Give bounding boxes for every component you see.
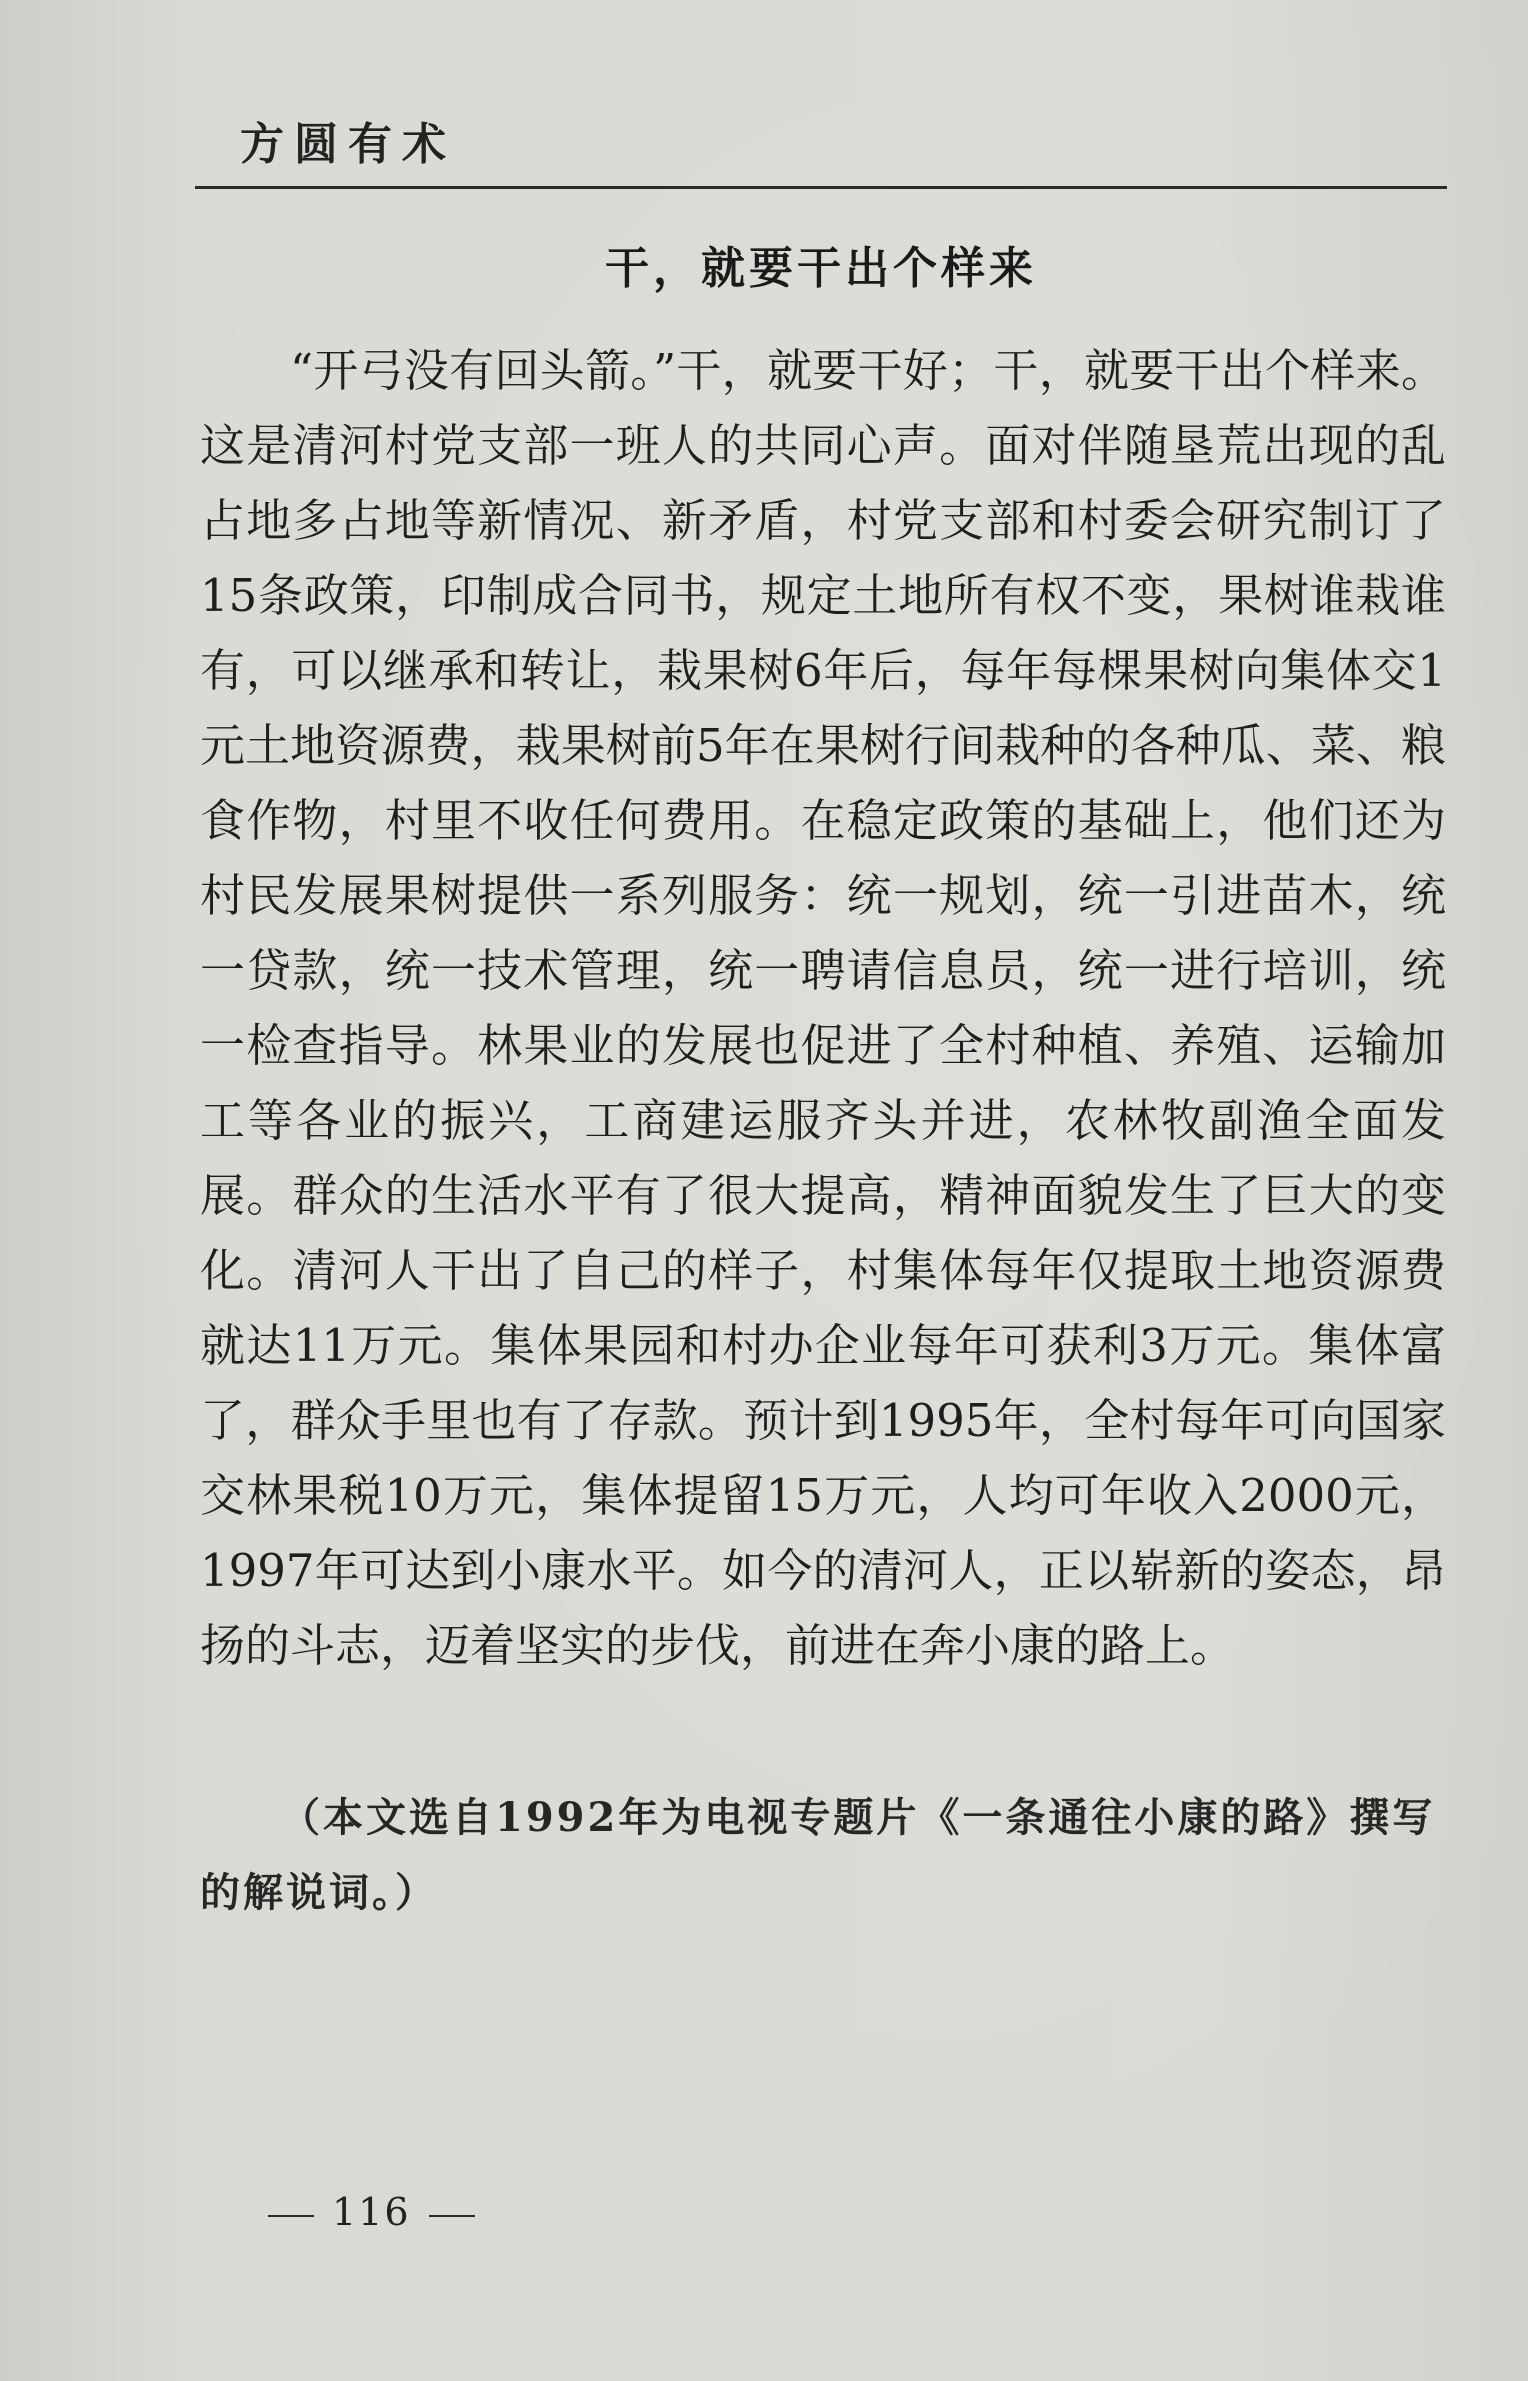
- header-rule: [195, 186, 1447, 189]
- page-number-value: 116: [332, 2190, 411, 2234]
- source-note: （本文选自1992年为电视专题片《一条通往小康的路》撰写的解说词。）: [200, 1794, 1436, 1916]
- article-body: “开弓没有回头箭。”干，就要干好；干，就要干出个样来。这是清河村党支部一班人的共同心声。面对伴随垦荒出现的乱占地多占地等新情况、新矛盾，村党支部和村委会研究制订了15条政策，印制成合同书，规定土地所有权不变，果树谁栽谁有，可以继承和转让，栽果树6年后，每年每棵果树向集体交1元土地资源费，栽果树前5年在果树行间栽种的各种瓜、菜、粮食作物，村里不收任何费用。在稳定政策的基础上，他们还为村民发展果树提供一系列服务：统一规划，统一引进苗木，统一贷款，统一技术管理，统一聘请信息员，统一进行培训，统一检查指导。林果业的发展也促进了全村种植、养殖、运输加工等各业的振兴，工商建运服齐头并进，农林牧副渔全面发展。群众的生活水平有了很大提高，精神面貌发生了巨大的变化。清河人干出了自己的样子，村集体每年仅提取土地资源费就达11万元。集体果园和村办企业每年可获利3万元。集体富了，群众手里也有了存款。预计到1995年，全村每年可向国家交林果税10万元，集体提留15万元，人均可年收入2000元，1997年可达到小康水平。如今的清河人，正以崭新的姿态，昂扬的斗志，迈着坚实的步伐，前进在奔小康的路上。: [200, 344, 1446, 1672]
- running-head-title: 方圆有术: [240, 119, 456, 170]
- page-number-dash-left: [268, 2215, 314, 2217]
- page-number-dash-right: [429, 2215, 475, 2217]
- page-number: [250, 2190, 493, 2234]
- article-title: 干，就要干出个样来: [605, 243, 1037, 294]
